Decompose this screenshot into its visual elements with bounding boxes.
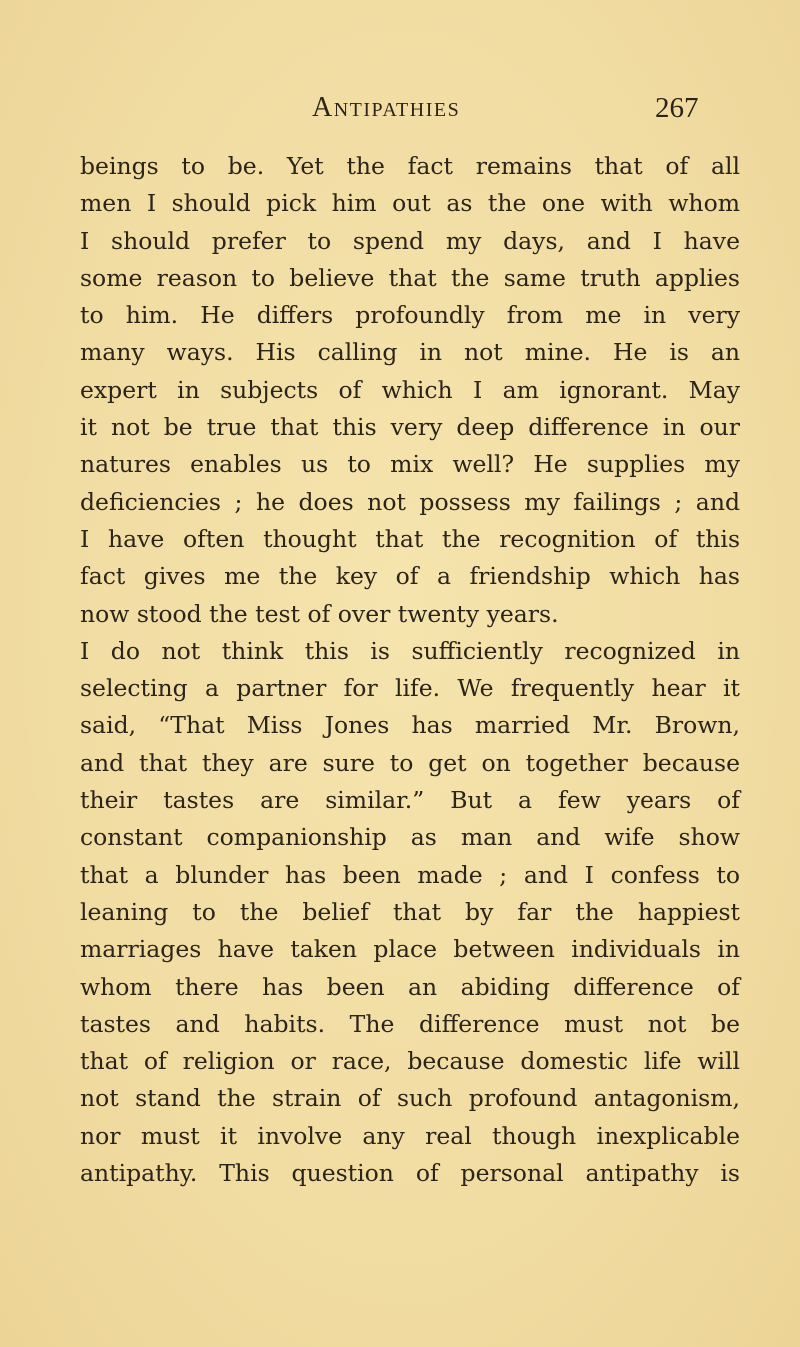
text-line: deficiencies ; he does not possess my failings ; and (80, 487, 740, 516)
text-line: natures enables us to mix well? He supplies my (80, 450, 740, 479)
text-line: their tastes are similar.” But a few years of (80, 786, 740, 815)
paragraph-end-line: now stood the test of over twenty years. (80, 599, 559, 628)
text-line: whom there has been an abiding difference of (80, 972, 740, 1001)
text-line: said, “That Miss Jones has married Mr. Brown, (80, 711, 740, 740)
text-line: marriages have taken place between individuals in (80, 935, 740, 964)
text-line: selecting a partner for life. We frequently hear it (80, 674, 740, 703)
text-line: some reason to believe that the same truth applies (80, 263, 740, 292)
text-line: not stand the strain of such profound antagonism, (80, 1084, 740, 1113)
text-line: leaning to the belief that by far the happiest (80, 897, 740, 926)
text-line: antipathy. This question of personal antipathy is (80, 1159, 740, 1188)
running-head-title: Antipathies (312, 92, 461, 123)
paragraph-start-line: I do not think this is sufficiently recognized in (80, 636, 740, 665)
text-line: many ways. His calling in not mine. He is an (80, 338, 740, 367)
text-line: constant companionship as man and wife show (80, 823, 740, 852)
text-line: I should prefer to spend my days, and I have (80, 226, 740, 255)
text-line: to him. He differs profoundly from me in very (80, 301, 740, 330)
text-line: that a blunder has been made ; and I confess to (80, 860, 740, 889)
text-line: fact gives me the key of a friendship which has (80, 562, 740, 591)
text-line: expert in subjects of which I am ignorant. May (80, 375, 740, 404)
text-line: beings to be. Yet the fact remains that of all (80, 152, 740, 180)
text-line: nor must it involve any real though inexplicable (80, 1121, 740, 1150)
text-line: and that they are sure to get on together because (80, 748, 740, 777)
text-line: men I should pick him out as the one with whom (80, 189, 740, 218)
page-number: 267 (655, 92, 699, 124)
text-line: that of religion or race, because domestic life will (80, 1047, 740, 1076)
text-line: tastes and habits. The difference must not be (80, 1009, 740, 1038)
running-head (0, 92, 800, 132)
text-line: I have often thought that the recognition of this (80, 524, 740, 553)
body-text (80, 148, 740, 1192)
text-line: it not be true that this very deep difference in our (80, 413, 740, 442)
